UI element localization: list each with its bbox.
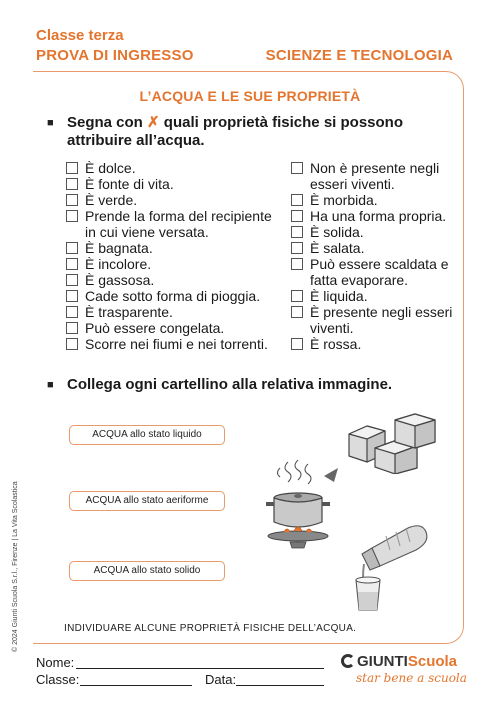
option-label: Non è presente negli esseri viventi. xyxy=(310,160,440,192)
checkbox[interactable] xyxy=(66,274,78,286)
question-1 xyxy=(67,114,457,150)
left-option[interactable] xyxy=(66,160,281,176)
cross-mark-icon: ✗ xyxy=(147,114,160,131)
left-option[interactable] xyxy=(66,320,281,336)
option-label: È presente negli esseri viventi. xyxy=(310,304,453,336)
option-label: È incolore. xyxy=(85,256,152,272)
option-label: Scorre nei fiumi e nei torrenti. xyxy=(85,336,268,352)
class-field[interactable] xyxy=(80,685,192,686)
right-option[interactable] xyxy=(291,224,461,240)
option-label: È solida. xyxy=(310,224,364,240)
option-label: È fonte di vita. xyxy=(85,176,174,192)
brand-tagline: star bene a scuola xyxy=(356,671,467,685)
option-label: Può essere congelata. xyxy=(85,320,225,336)
pouring-water-image[interactable] xyxy=(350,520,440,612)
right-option[interactable] xyxy=(291,256,461,288)
option-label: È salata. xyxy=(310,240,365,256)
name-label: Nome: xyxy=(36,655,75,670)
option-label: È verde. xyxy=(85,192,138,208)
question-1-text-before: Segna con xyxy=(67,114,143,131)
checkbox[interactable] xyxy=(291,290,303,302)
class-label: Classe: xyxy=(36,672,80,687)
tag-liquid[interactable]: ACQUA allo stato liquido xyxy=(69,425,225,445)
ice-cubes-image[interactable] xyxy=(345,412,440,474)
test-label: PROVA DI INGRESSO xyxy=(36,47,194,64)
checkbox[interactable] xyxy=(66,162,78,174)
checkbox[interactable] xyxy=(66,258,78,270)
checkbox[interactable] xyxy=(291,210,303,222)
checkbox[interactable] xyxy=(66,290,78,302)
option-label: Prende la forma del recipiente in cui viene versata. xyxy=(85,208,272,240)
checkbox[interactable] xyxy=(291,226,303,238)
bullet-icon: ■ xyxy=(47,379,54,391)
date-field[interactable] xyxy=(236,685,324,686)
right-option[interactable] xyxy=(291,160,461,192)
learning-objective: INDIVIDUARE ALCUNE PROPRIETÀ FISICHE DELL’ACQUA. xyxy=(64,623,357,634)
checkbox[interactable] xyxy=(291,162,303,174)
checkbox[interactable] xyxy=(291,194,303,206)
right-option[interactable] xyxy=(291,240,461,256)
tag-solid[interactable]: ACQUA allo stato solido xyxy=(69,561,225,581)
option-label: Cade sotto forma di pioggia. xyxy=(85,288,261,304)
option-label: È liquida. xyxy=(310,288,368,304)
checkbox[interactable] xyxy=(291,258,303,270)
right-option[interactable] xyxy=(291,192,461,208)
subject-label: SCIENZE E TECNOLOGIA xyxy=(265,47,453,64)
checkbox[interactable] xyxy=(66,306,78,318)
checkbox[interactable] xyxy=(66,338,78,350)
option-label: È bagnata. xyxy=(85,240,153,256)
boiling-pot-image[interactable] xyxy=(258,458,348,550)
option-label: È rossa. xyxy=(310,336,362,352)
checkbox[interactable] xyxy=(66,178,78,190)
left-option[interactable] xyxy=(66,304,281,320)
option-label: È dolce. xyxy=(85,160,136,176)
left-option[interactable] xyxy=(66,208,281,240)
left-option[interactable] xyxy=(66,288,281,304)
checkbox[interactable] xyxy=(291,306,303,318)
option-label: È gassosa. xyxy=(85,272,155,288)
left-option[interactable] xyxy=(66,256,281,272)
grade-label: Classe terza xyxy=(36,27,124,44)
checkbox[interactable] xyxy=(66,194,78,206)
option-label: Può essere scaldata e fatta evaporare. xyxy=(310,256,449,288)
brand-name: GIUNTI xyxy=(357,653,408,670)
checkbox[interactable] xyxy=(66,210,78,222)
question-2: Collega ogni cartellino alla relativa immagine. xyxy=(67,376,393,393)
option-label: Ha una forma propria. xyxy=(310,208,447,224)
left-option[interactable] xyxy=(66,240,281,256)
right-option[interactable] xyxy=(291,336,461,352)
option-label: È morbida. xyxy=(310,192,378,208)
option-label: È trasparente. xyxy=(85,304,173,320)
left-option[interactable] xyxy=(66,272,281,288)
right-option[interactable] xyxy=(291,304,461,336)
giunti-logo-icon xyxy=(341,654,355,668)
name-field[interactable] xyxy=(76,668,324,669)
question-1-text-after: quali proprietà fisiche si possono attribuire all’acqua. xyxy=(67,114,403,149)
date-label: Data: xyxy=(205,672,237,687)
brand-logo xyxy=(341,653,457,670)
checkbox[interactable] xyxy=(291,338,303,350)
brand-name-accent: Scuola xyxy=(407,653,458,670)
left-option[interactable] xyxy=(66,192,281,208)
left-option[interactable] xyxy=(66,336,281,352)
checkbox[interactable] xyxy=(66,322,78,334)
right-option[interactable] xyxy=(291,288,461,304)
options-left-column xyxy=(66,160,281,352)
checkbox[interactable] xyxy=(66,242,78,254)
bullet-icon: ■ xyxy=(47,117,54,129)
tag-gas[interactable]: ACQUA allo stato aeriforme xyxy=(69,491,225,511)
right-option[interactable] xyxy=(291,208,461,224)
checkbox[interactable] xyxy=(291,242,303,254)
left-option[interactable] xyxy=(66,176,281,192)
page-title: L’ACQUA E LE SUE PROPRIETÀ xyxy=(139,88,361,104)
copyright-text: © 2024 Giunti Scuola S.r.l., Firenze | La Vita Scolastica xyxy=(12,481,19,652)
options-right-column xyxy=(291,160,461,352)
